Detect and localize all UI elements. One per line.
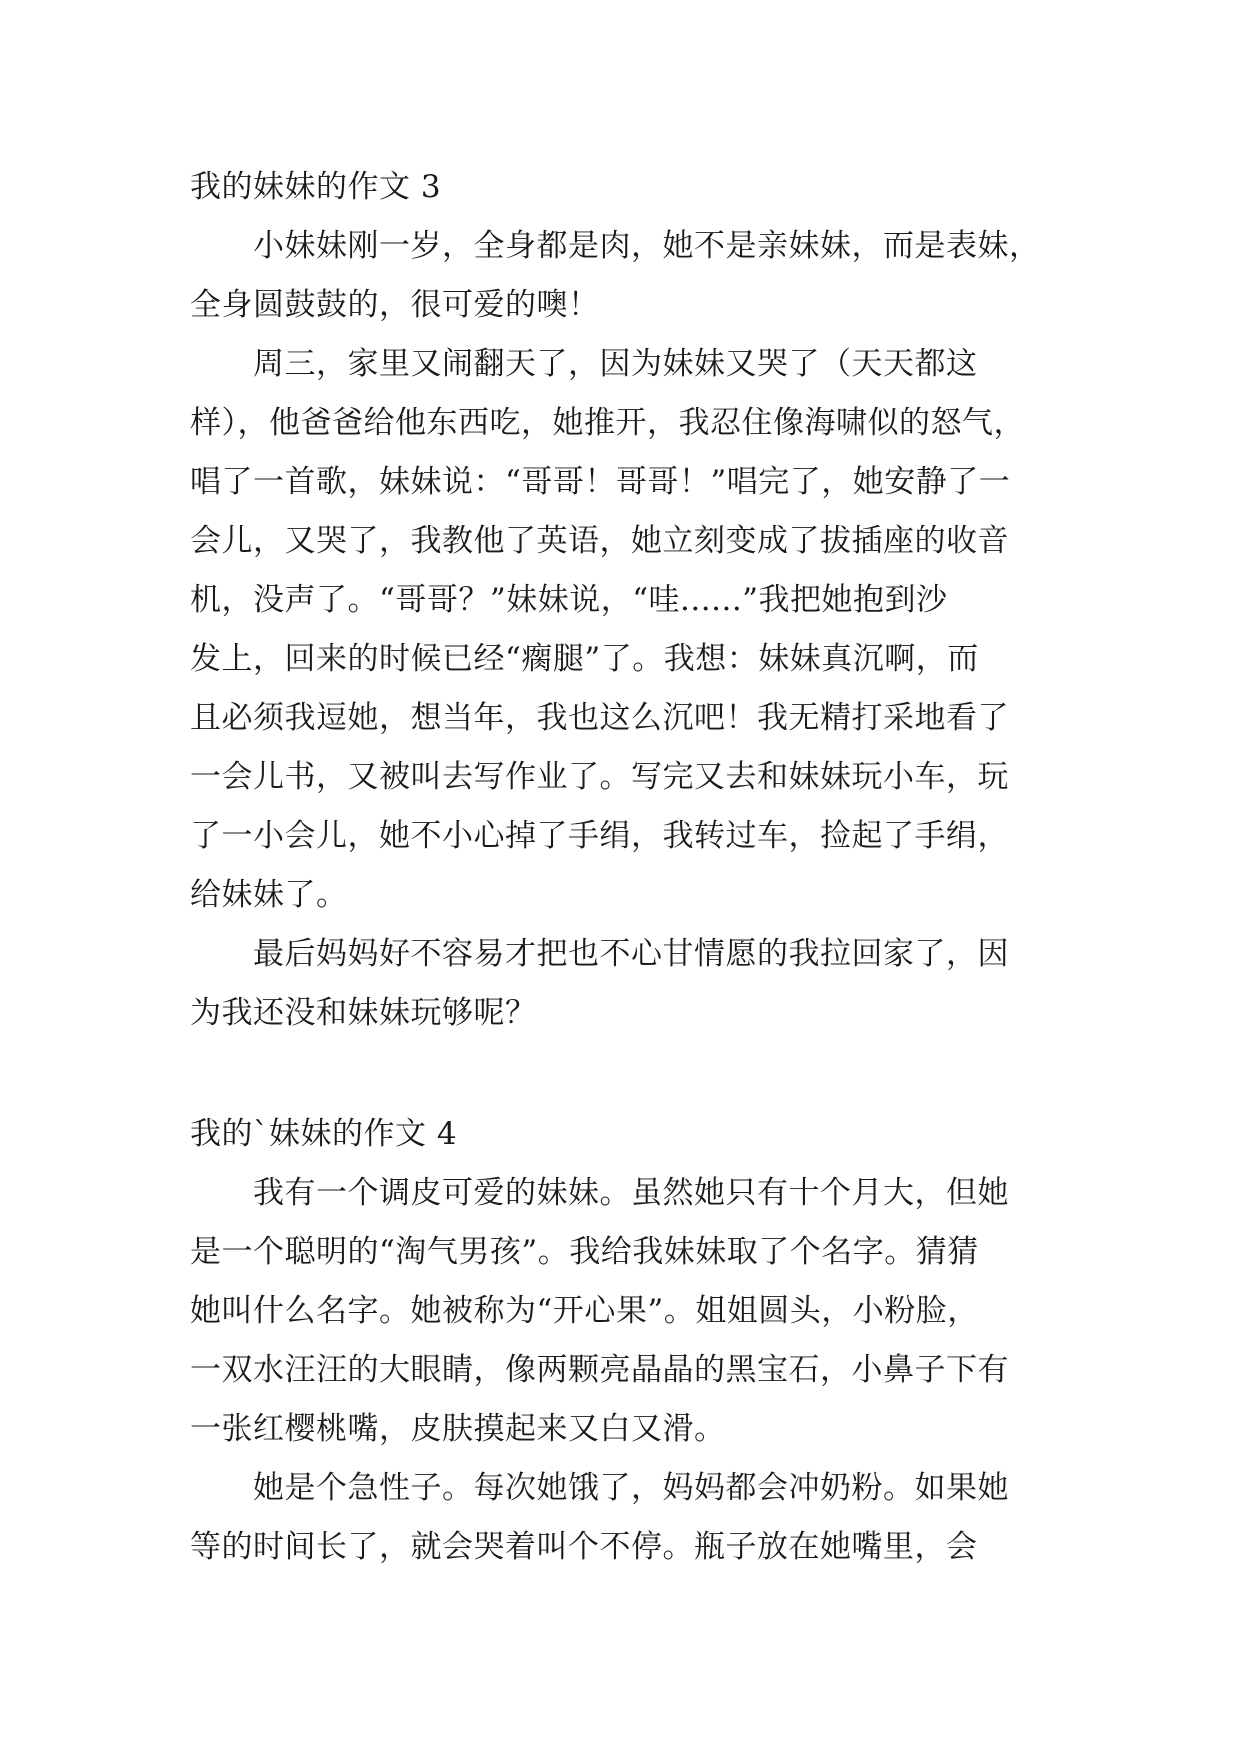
text-line: 唱了一首歌，妹妹说：“哥哥！哥哥！”唱完了，她安静了一 (190, 464, 1011, 500)
text-line: 周三，家里又闹翻天了，因为妹妹又哭了（天天都这 (253, 346, 978, 382)
text-line: 发上，回来的时候已经“瘸腿”了。我想：妹妹真沉啊，而 (190, 641, 979, 677)
text-line: 机，没声了。“哥哥？”妹妹说，“哇......”我把她抱到沙 (190, 582, 948, 618)
section-title-4: 我的`妹妹的作文 4 (190, 1116, 458, 1152)
text-line: 了一小会儿，她不小心掉了手绢，我转过车，捡起了手绢， (190, 818, 1009, 854)
text-line: 她叫什么名字。她被称为“开心果”。姐姐圆头，小粉脸， (190, 1293, 979, 1329)
text-line: 样），他爸爸给他东西吃，她推开，我忍住像海啸似的怒气， (190, 405, 1025, 441)
text-line: 我有一个调皮可爱的妹妹。虽然她只有十个月大，但她 (253, 1175, 1009, 1211)
section-gap (190, 1043, 1058, 1105)
text-line: 一会儿书，又被叫去写作业了。写完又去和妹妹玩小车，玩 (190, 759, 1009, 795)
text-line: 全身圆鼓鼓的，很可爱的噢！ (190, 287, 600, 323)
text-line: 给妹妹了。 (190, 877, 348, 913)
document-body (190, 158, 1058, 1577)
text-line: 小妹妹刚一岁，全身都是肉，她不是亲妹妹，而是表妹， (253, 228, 1041, 264)
text-line: 且必须我逗她，想当年，我也这么沉吧！我无精打采地看了 (190, 700, 1009, 736)
text-line: 最后妈妈好不容易才把也不心甘情愿的我拉回家了，因 (253, 936, 1009, 972)
text-line: 等的时间长了，就会哭着叫个不停。瓶子放在她嘴里，会 (190, 1529, 978, 1565)
text-line: 一张红樱桃嘴，皮肤摸起来又白又滑。 (190, 1411, 726, 1447)
text-line: 她是个急性子。每次她饿了，妈妈都会冲奶粉。如果她 (253, 1470, 1009, 1506)
text-line: 为我还没和妹妹玩够呢？ (190, 995, 537, 1031)
text-line: 是一个聪明的“淘气男孩”。我给我妹妹取了个名字。猜猜 (190, 1234, 979, 1270)
text-line: 会儿，又哭了，我教他了英语，她立刻变成了拔插座的收音 (190, 523, 1009, 559)
section-title-3: 我的妹妹的作文 3 (190, 169, 442, 205)
text-line: 一双水汪汪的大眼睛，像两颗亮晶晶的黑宝石，小鼻子下有 (190, 1352, 1009, 1388)
